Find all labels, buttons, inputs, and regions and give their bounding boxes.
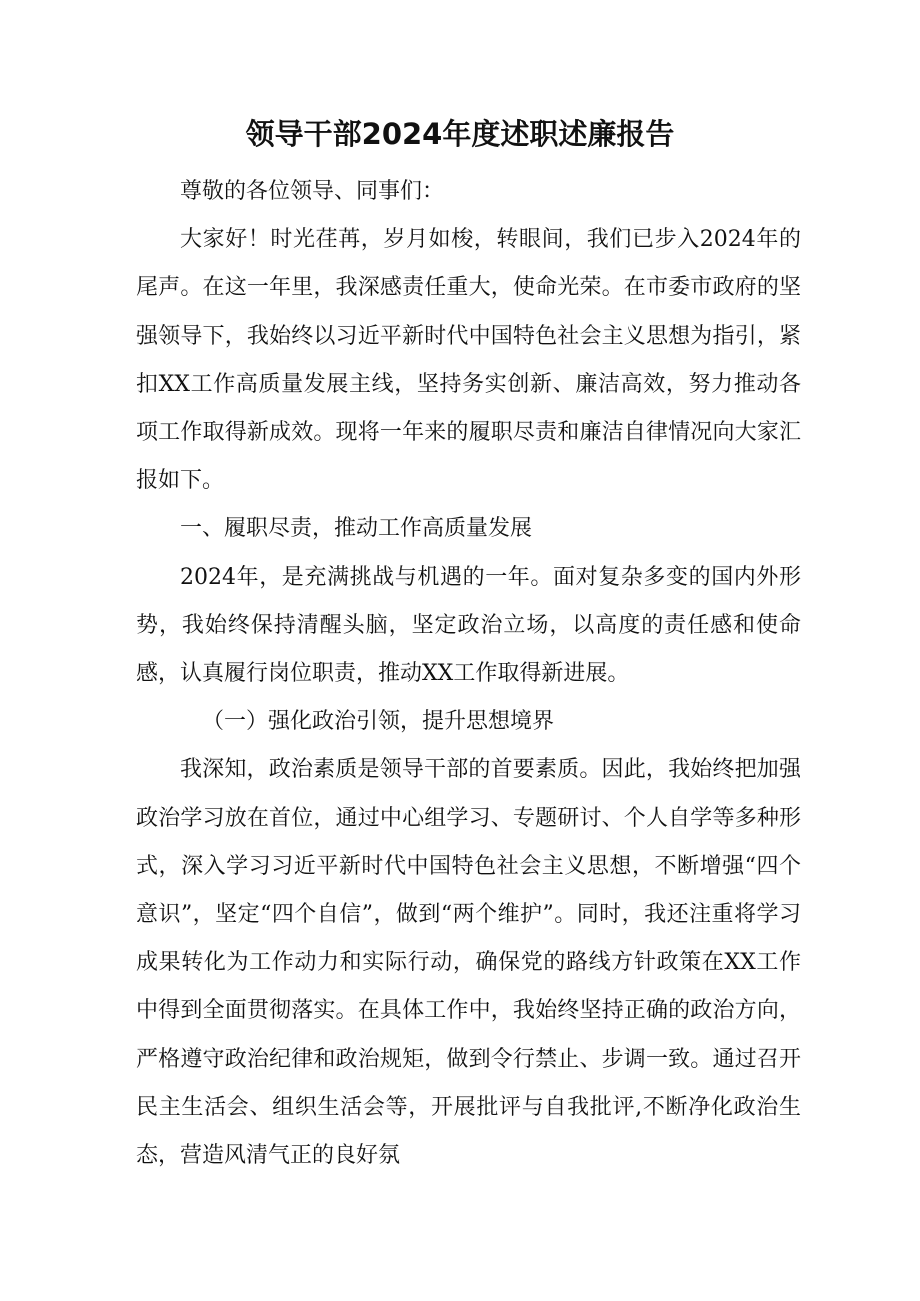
intro-paragraph: 大家好！时光荏苒，岁月如梭，转眼间，我们已步入2024年的尾声。在这一年里，我深感责任重大，使命光荣。在市委市政府的坚强领导下，我始终以习近平新时代中国特色社会主义思想为指引，紧扣XX工作高质量发展主线，坚持务实创新、廉洁高效，努力推动各项工作取得新成效。现将一年来的履职尽责和廉洁自律情况向大家汇报如下。: [136, 227, 801, 494]
greeting-paragraph: 尊敬的各位领导、同事们：: [180, 179, 445, 204]
document-body: [136, 168, 801, 1180]
subsection-heading: （一）强化政治引领，提升思想境界: [202, 709, 555, 735]
document-title: 领导干部2024年度述职述廉报告: [245, 117, 675, 151]
section-paragraph: 2024年，是充满挑战与机遇的一年。面对复杂多变的国内外形势，我始终保持清醒头脑，坚定政治立场，以高度的责任感和使命感，认真履行岗位职责，推动XX工作取得新进展。: [136, 564, 801, 687]
section-heading: 一、履职尽责，推动工作高质量发展: [180, 516, 533, 542]
subsection-paragraph: 我深知，政治素质是领导干部的首要素质。因此，我始终把加强政治学习放在首位，通过中心组学习、专题研讨、个人自学等多种形式，深入学习习近平新时代中国特色社会主义思想，不断增强“四个意识”，坚定“四个自信”，做到“两个维护”。同时，我还注重将学习成果转化为工作动力和实际行动，确保党的路线方针政策在XX工作中得到全面贯彻落实。在具体工作中，我始终坚持正确的政治方向，严格遵守政治纪律和政治规矩，做到令行禁止、步调一致。通过召开民主生活会、组织生活会等，开展批评与自我批评,不断净化政治生态，营造风清气正的良好氛: [136, 757, 801, 1169]
